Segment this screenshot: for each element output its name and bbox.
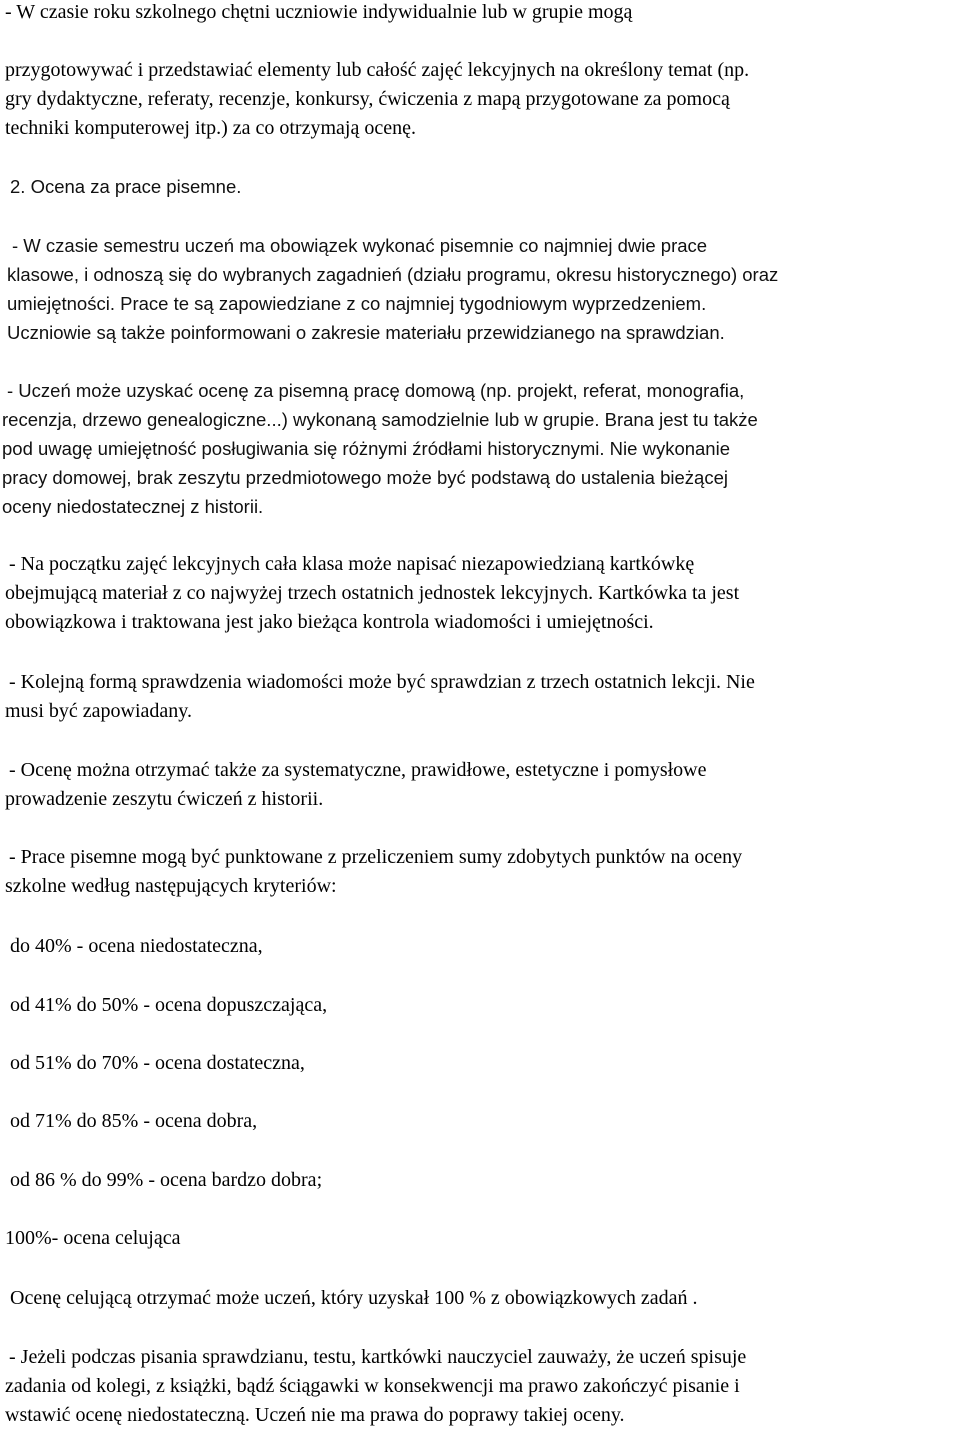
points-paragraph bbox=[5, 843, 960, 901]
text-line: - Ocenę można otrzymać także za systematyczne, prawidłowe, estetyczne i pomysłowe bbox=[9, 759, 707, 781]
text-line: recenzja, drzewo genealogiczne...) wykonaną samodzielnie lub w grupie. Brana jest tu także bbox=[2, 409, 758, 430]
text-line: szkolne według następujących kryteriów: bbox=[5, 875, 337, 897]
grade-line: od 51% do 70% - ocena dostateczna, bbox=[10, 1052, 305, 1074]
top-grade-note bbox=[10, 1284, 960, 1313]
homework-paragraph bbox=[2, 376, 957, 521]
text-line: - Kolejną formą sprawdzenia wiadomości może być sprawdzian z trzech ostatnich lekcji. Nie bbox=[9, 671, 755, 693]
text-line: - W czasie semestru uczeń ma obowiązek wykonać pisemnie co najmniej dwie prace bbox=[12, 235, 708, 256]
text-line: - W czasie roku szkolnego chętni uczniowie indywidualnie lub w grupie mogą bbox=[5, 1, 633, 23]
section-heading bbox=[5, 172, 960, 201]
intro-first-line bbox=[5, 0, 960, 27]
quiz-paragraph bbox=[5, 550, 960, 637]
text-line: oceny niedostatecznej z historii. bbox=[2, 496, 264, 517]
text-line: obowiązkowa i traktowana jest jako bieżąca kontrola wiadomości i umiejętności. bbox=[5, 611, 654, 633]
text-line: umiejętności. Prace te są zapowiedziane z co najmniej tygodniowym wyprzedzeniem. bbox=[7, 293, 707, 314]
notebook-paragraph bbox=[5, 756, 960, 814]
grade-line: od 86 % do 99% - ocena bardzo dobra; bbox=[10, 1169, 323, 1191]
text-line: pod uwagę umiejętność posługiwania się różnymi źródłami historycznymi. Nie wykonanie bbox=[2, 438, 730, 459]
grade-item bbox=[10, 1166, 960, 1195]
text-line: - Uczeń może uzyskać ocenę za pisemną pracę domową (np. projekt, referat, monografia, bbox=[7, 380, 745, 401]
text-line: pracy domowej, brak zeszytu przedmiotowego może być podstawą do ustalenia bieżącej bbox=[2, 467, 728, 488]
text-line: Uczniowie są także poinformowani o zakresie materiału przewidzianego na sprawdzian. bbox=[7, 322, 725, 343]
text-line: - Jeżeli podczas pisania sprawdzianu, testu, kartkówki nauczyciel zauważy, że uczeń spisuje bbox=[9, 1346, 747, 1368]
text-line: musi być zapowiadany. bbox=[5, 700, 192, 722]
text-line: gry dydaktyczne, referaty, recenzje, konkursy, ćwiczenia z mapą przygotowane za pomocą bbox=[5, 88, 730, 110]
text-line: techniki komputerowej itp.) za co otrzymają ocenę. bbox=[5, 117, 416, 139]
text-line: - Na początku zajęć lekcyjnych cała klasa może napisać niezapowiedzianą kartkówkę bbox=[9, 553, 695, 575]
grade-item bbox=[10, 1107, 960, 1136]
text-line: - Prace pisemne mogą być punktowane z przeliczeniem sumy zdobytych punktów na oceny bbox=[9, 846, 743, 868]
grade-line: 100%- ocena celująca bbox=[5, 1227, 181, 1249]
text-line: przygotowywać i przedstawiać elementy lub całość zajęć lekcyjnych na określony temat (np. bbox=[5, 59, 750, 81]
text-line: Ocenę celującą otrzymać może uczeń, który uzyskał 100 % z obowiązkowych zadań . bbox=[10, 1287, 698, 1309]
text-line: zadania od kolegi, z książki, bądź ściągawki w konsekwencji ma prawo zakończyć pisanie i bbox=[5, 1375, 740, 1397]
text-line: prowadzenie zeszytu ćwiczeń z historii. bbox=[5, 788, 324, 810]
grade-line: od 71% do 85% - ocena dobra, bbox=[10, 1110, 258, 1132]
grade-line: do 40% - ocena niedostateczna, bbox=[10, 935, 263, 957]
text-line: wstawić ocenę niedostateczną. Uczeń nie ma prawa do poprawy takiej oceny. bbox=[5, 1404, 625, 1426]
test-paragraph bbox=[5, 668, 960, 726]
grade-item bbox=[10, 1049, 960, 1078]
intro-paragraph bbox=[5, 56, 960, 143]
semester-paragraph bbox=[2, 231, 960, 347]
cheating-paragraph bbox=[5, 1343, 960, 1430]
top-grade bbox=[5, 1224, 960, 1253]
grade-item bbox=[10, 991, 960, 1020]
text-line: klasowe, i odnoszą się do wybranych zagadnień (działu programu, okresu historycznego) oraz bbox=[7, 264, 779, 285]
grade-item bbox=[10, 932, 960, 961]
grade-line: od 41% do 50% - ocena dopuszczająca, bbox=[10, 994, 328, 1016]
text-line: obejmującą materiał z co najwyżej trzech ostatnich jednostek lekcyjnych. Kartkówka ta jest bbox=[5, 582, 740, 604]
heading-text: 2. Ocena za prace pisemne. bbox=[10, 176, 242, 197]
